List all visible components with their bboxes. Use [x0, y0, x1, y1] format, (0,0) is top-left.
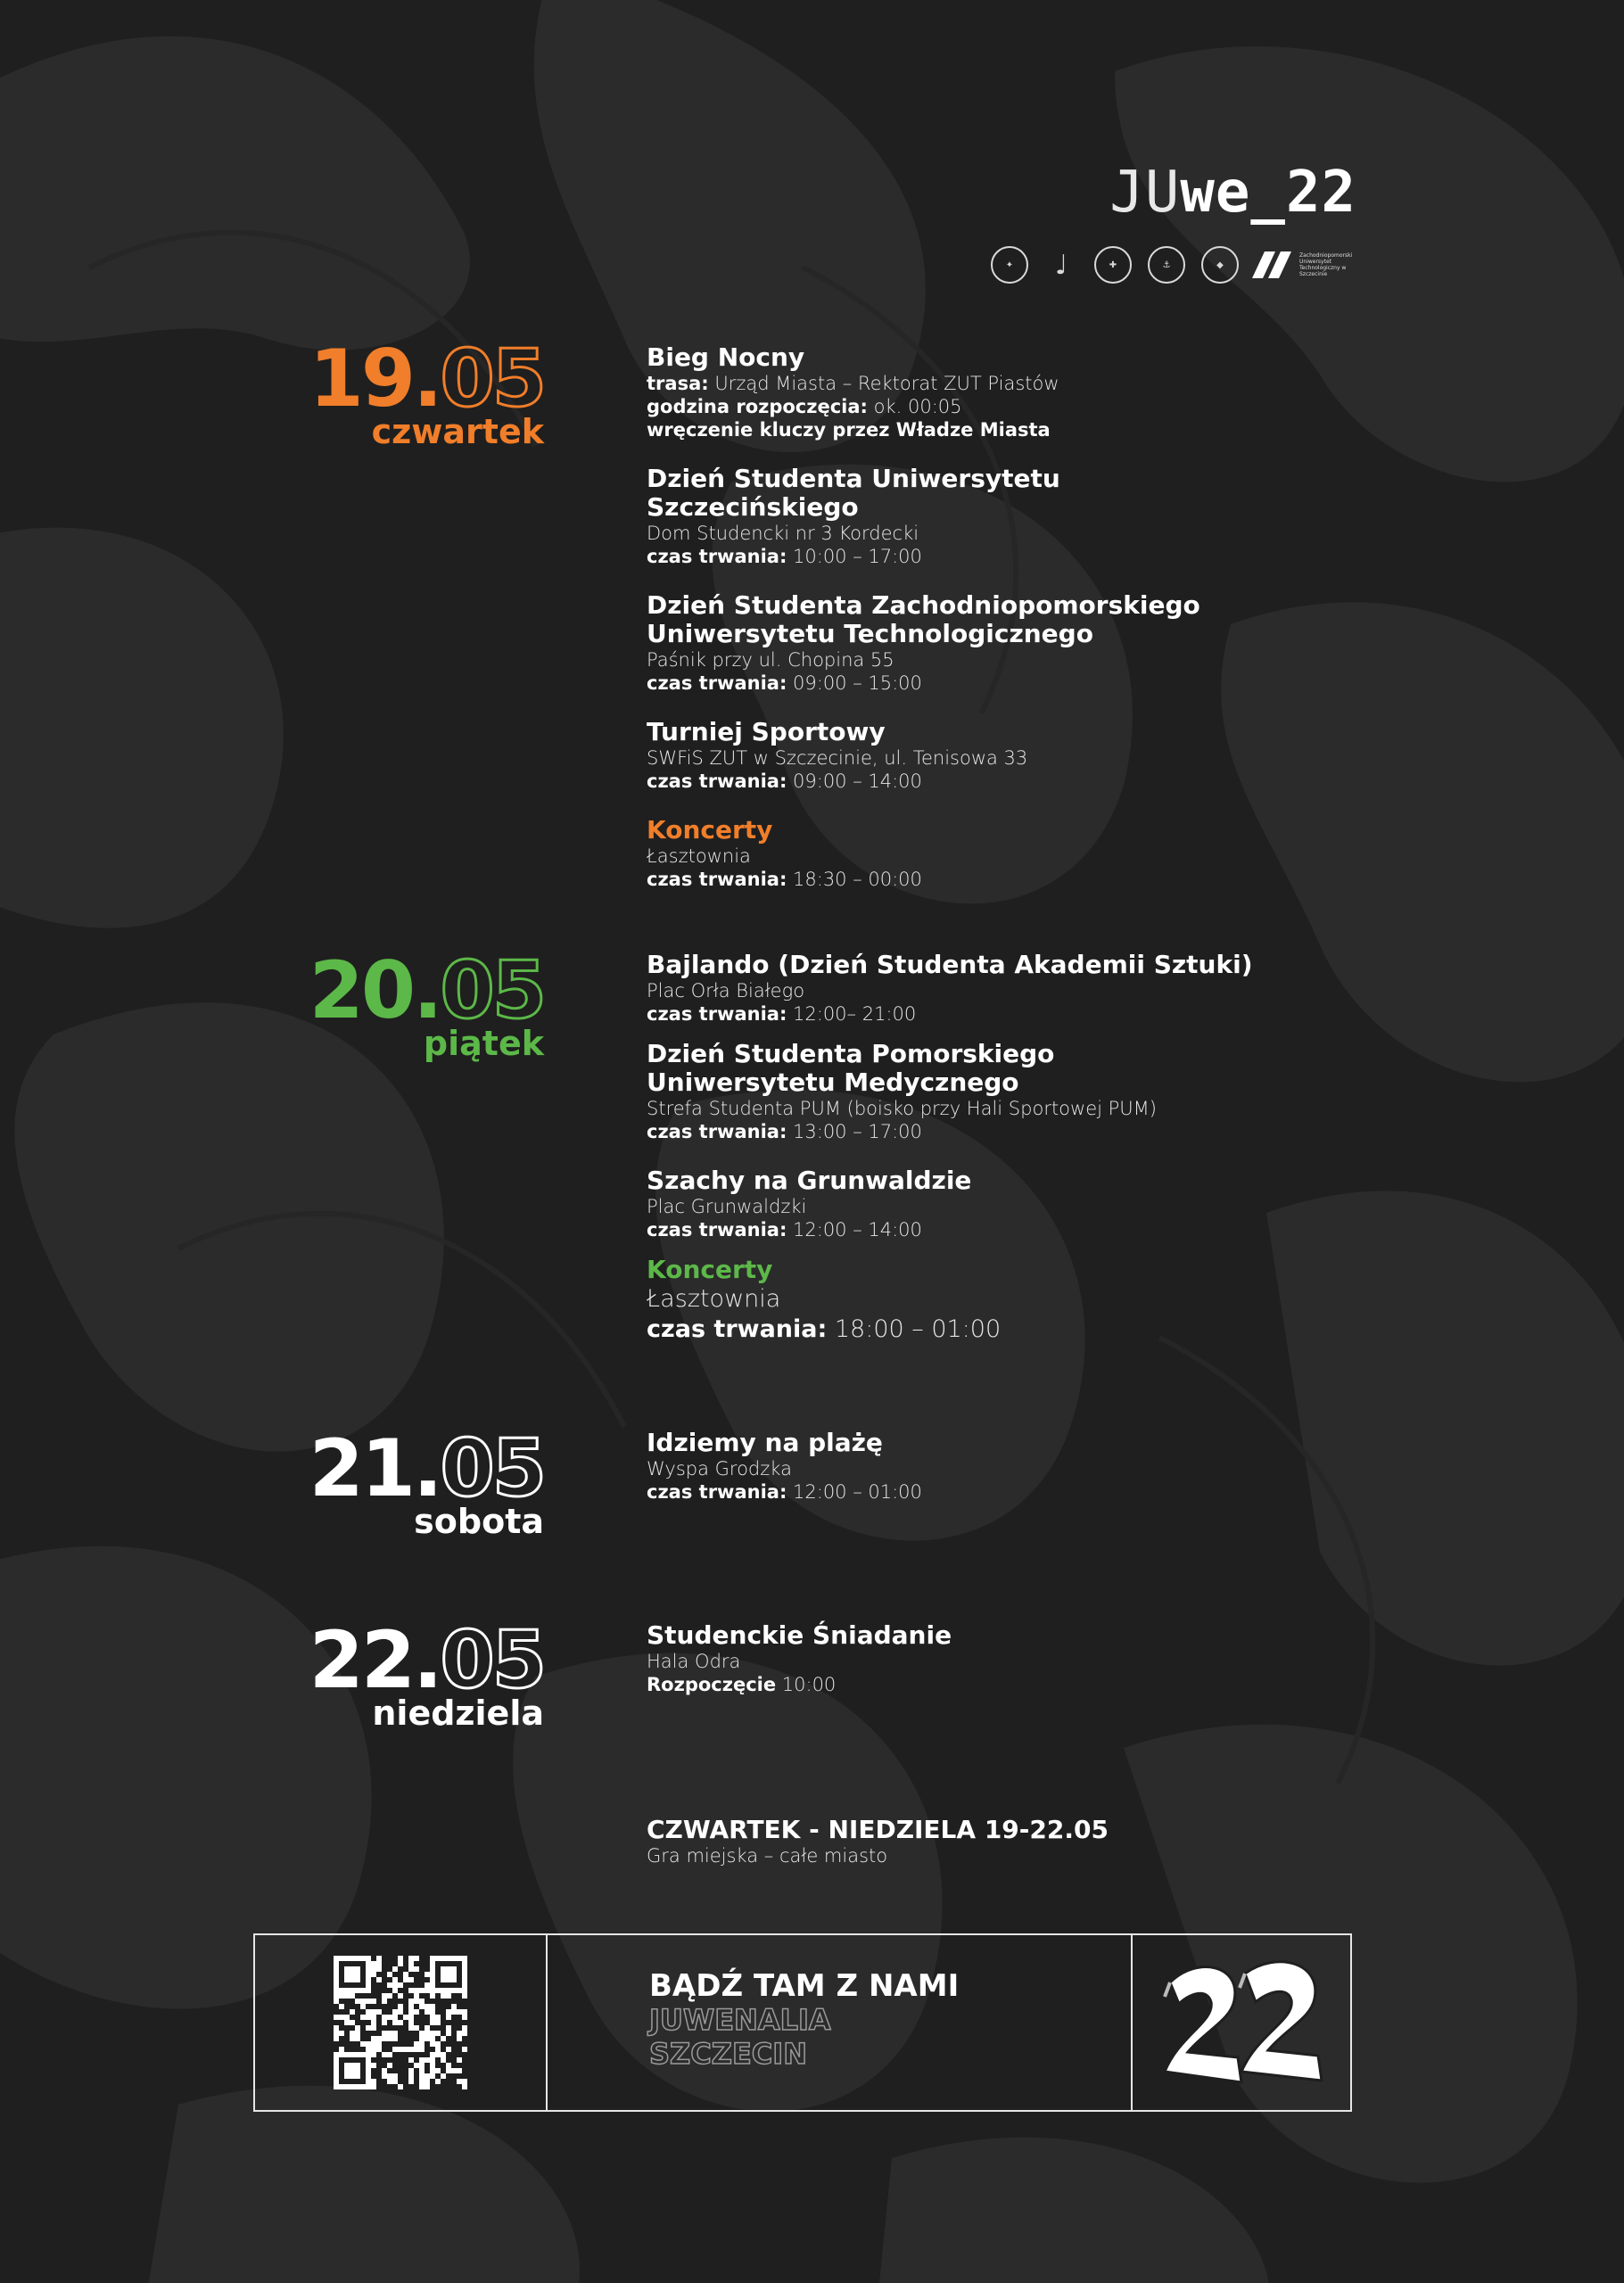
event-item	[647, 591, 1414, 695]
date-weekday: piątek	[423, 1024, 544, 1063]
art-academy-note-icon: ♩	[1054, 249, 1068, 281]
event-line: Łasztownia	[647, 845, 751, 867]
event-title: Szachy na Grunwaldzie	[647, 1166, 972, 1195]
date-weekday: czwartek	[371, 412, 544, 451]
event-title: Bajlando (Dzień Studenta Akademii Sztuki)	[647, 950, 1253, 979]
event-title: Bieg Nocny	[647, 342, 805, 372]
date-month: 05	[440, 1614, 544, 1706]
date-block-22	[250, 1614, 544, 1733]
event-item	[647, 465, 1414, 568]
event-item	[647, 1621, 1414, 1696]
event-line: czas trwania: 13:00 – 17:00	[647, 1121, 922, 1142]
event-line: czas trwania: 18:30 – 00:00	[647, 869, 922, 890]
event-item	[647, 951, 1414, 1026]
footer-box	[253, 1933, 1352, 2112]
footer-heading: BĄDŹ TAM Z NAMI	[649, 1968, 960, 2004]
event-item	[647, 343, 1414, 441]
date-day-number: 22.	[309, 1614, 441, 1706]
event-line: czas trwania: 09:00 – 15:00	[647, 672, 922, 694]
date-number	[250, 944, 544, 1036]
footer-sub-1: JUWENALIA	[649, 2003, 831, 2037]
event-line: godzina rozpoczęcia: ok. 00:05	[647, 396, 962, 417]
event-title: Dzień Studenta Zachodniopomorskiego Uniwersytetu Technologicznego	[647, 590, 1200, 648]
date-day-number: 19.	[309, 333, 441, 424]
qr-code-icon[interactable]	[334, 1956, 467, 2089]
event-line: SWFiS ZUT w Szczecinie, ul. Tenisowa 33	[647, 747, 1028, 769]
brand-title-thin: JU	[1109, 160, 1181, 226]
event-line: Plac Orła Białego	[647, 980, 805, 1001]
event-item	[647, 1166, 1414, 1241]
wsb-seal-icon: ◆	[1201, 246, 1239, 284]
date-weekday: sobota	[414, 1502, 544, 1541]
brand-title	[991, 161, 1356, 225]
event-title: Koncerty	[647, 815, 773, 845]
event-line: czas trwania: 12:00 – 01:00	[647, 1481, 922, 1503]
brand-title-bold: we_22	[1180, 160, 1356, 226]
event-line: Strefa Studenta PUM (boisko przy Hali Sportowej PUM)	[647, 1098, 1157, 1119]
event-line: trasa: Urząd Miasta – Rektorat ZUT Piastów	[647, 373, 1059, 394]
brand-header	[991, 161, 1356, 284]
footer-text	[548, 1935, 1133, 2110]
date-day-number: 21.	[309, 1422, 441, 1514]
date-month: 05	[440, 333, 544, 424]
event-item	[647, 1429, 1414, 1504]
event-line: Hala Odra	[647, 1651, 741, 1672]
city-game	[647, 1816, 1414, 1867]
event-line: Dom Studencki nr 3 Kordecki	[647, 523, 919, 544]
event-title: Koncerty	[647, 1255, 773, 1284]
event-item	[647, 718, 1414, 793]
zut-text: Zachodniopomorski Uniwersytet Technologiczny w Szczecinie	[1299, 252, 1353, 277]
event-title: Turniej Sportowy	[647, 717, 886, 746]
date-block-19	[250, 333, 544, 451]
event-line: Plac Grunwaldzki	[647, 1196, 807, 1217]
event-line: wręczenie kluczy przez Władze Miasta	[647, 419, 1051, 441]
event-line: Łasztownia	[647, 1285, 781, 1313]
event-line: Wyspa Grodzka	[647, 1458, 792, 1479]
event-title: Dzień Studenta Uniwersytetu Szczecińskiego	[647, 464, 1060, 522]
juwenalia-22-logo-icon	[1152, 1947, 1331, 2098]
event-item	[647, 1040, 1414, 1143]
date-number	[250, 1422, 544, 1514]
partner-logos	[991, 246, 1356, 284]
zut-mark-icon	[1255, 251, 1292, 278]
events-21	[647, 1429, 1414, 1527]
date-month: 05	[440, 1422, 544, 1514]
maritime-university-seal-icon: ⚓	[1148, 246, 1185, 284]
event-line: czas trwania: 09:00 – 14:00	[647, 771, 922, 792]
date-day-number: 20.	[309, 944, 441, 1036]
date-month: 05	[440, 944, 544, 1036]
zut-logo	[1255, 251, 1356, 278]
date-weekday: niedziela	[372, 1694, 544, 1733]
event-title: Idziemy na plażę	[647, 1428, 883, 1457]
event-item	[647, 816, 1414, 891]
event-line: czas trwania: 18:00 – 01:00	[647, 1315, 1002, 1343]
event-line: Paśnik przy ul. Chopina 55	[647, 649, 894, 671]
university-seal-icon: ✦	[991, 246, 1028, 284]
qr-code-cell	[255, 1935, 548, 2110]
pum-seal-icon: ✚	[1094, 246, 1132, 284]
event-line: czas trwania: 12:00 – 14:00	[647, 1219, 922, 1240]
event-item	[647, 1256, 1414, 1345]
date-number	[250, 333, 544, 424]
juwenalia-mark-cell	[1133, 1935, 1350, 2110]
event-line: czas trwania: 10:00 – 17:00	[647, 546, 922, 567]
date-block-20	[250, 944, 544, 1063]
event-line: czas trwania: 12:00– 21:00	[647, 1003, 917, 1025]
events-19	[647, 343, 1414, 914]
city-game-line: Gra miejska – całe miasto	[647, 1845, 888, 1867]
date-block-21	[250, 1422, 544, 1541]
events-20	[647, 951, 1414, 1368]
date-number	[250, 1614, 544, 1706]
footer-sub-2: SZCZECIN	[649, 2037, 807, 2071]
events-22	[647, 1621, 1414, 1719]
event-line: Rozpoczęcie 10:00	[647, 1674, 837, 1695]
city-game-title: CZWARTEK - NIEDZIELA 19-22.05	[647, 1815, 1109, 1844]
event-title: Studenckie Śniadanie	[647, 1620, 952, 1650]
event-title: Dzień Studenta Pomorskiego Uniwersytetu Medycznego	[647, 1039, 1055, 1097]
